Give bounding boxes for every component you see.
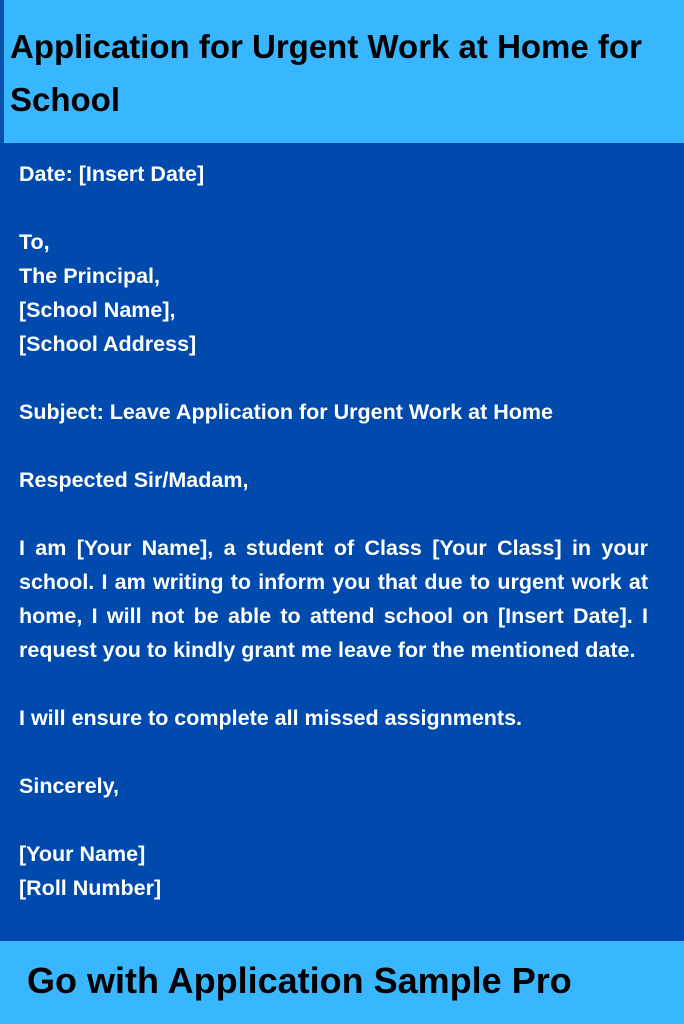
footer-brand-text: Go with Application Sample Pro — [27, 960, 572, 1001]
letter-school-name: [School Name], — [19, 298, 176, 322]
letter-closing: Sincerely, — [19, 774, 119, 798]
letter-school-address: [School Address] — [19, 332, 197, 356]
spacer — [19, 361, 648, 395]
spacer — [19, 429, 648, 463]
letter-your-name: [Your Name] — [19, 842, 146, 866]
page-title: Application for Urgent Work at Home for School — [10, 28, 642, 118]
letter-roll-number: [Roll Number] — [19, 876, 162, 900]
spacer — [19, 191, 648, 225]
letter-date: Date: [Insert Date] — [19, 162, 205, 186]
letter-subject: Subject: Leave Application for Urgent Work at Home — [19, 400, 553, 424]
spacer — [19, 667, 648, 701]
letter-recipient: The Principal, — [19, 264, 160, 288]
letter-body — [19, 157, 648, 905]
spacer — [19, 497, 648, 531]
footer-banner — [0, 941, 684, 1024]
header-banner — [0, 0, 684, 143]
letter-main-paragraph: I am [Your Name], a student of Class [Your Class] in your school. I am writing to inform you that due to urgent work at home, I will not be able to attend school on [Insert Date]. I request you to kindly grant me leave for the mentioned date. — [19, 536, 648, 662]
letter-to: To, — [19, 230, 50, 254]
spacer — [19, 803, 648, 837]
letter-salutation: Respected Sir/Madam, — [19, 468, 249, 492]
letter-assurance: I will ensure to complete all missed assignments. — [19, 706, 523, 730]
spacer — [19, 735, 648, 769]
